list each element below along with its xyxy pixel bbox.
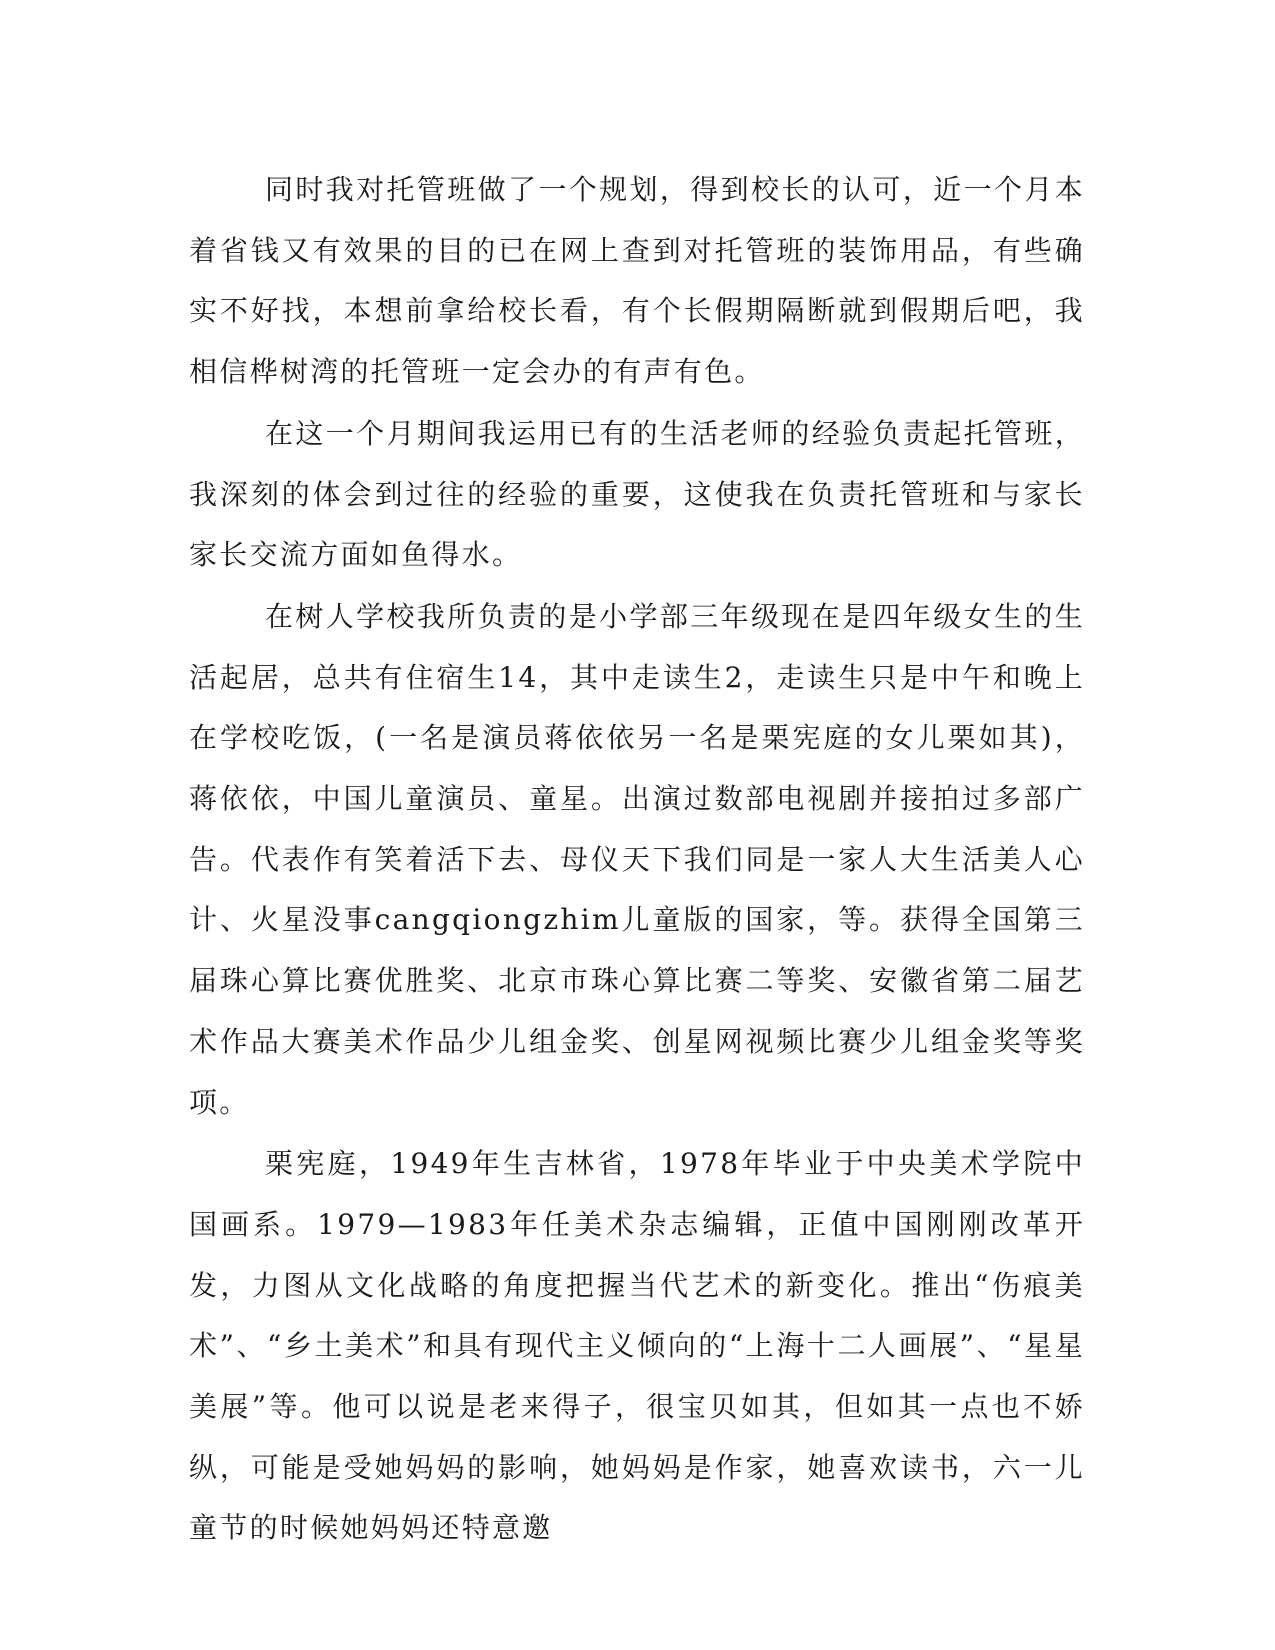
paragraph-4: 栗宪庭，1949年生吉林省，1978年毕业于中央美术学院中国画系。1979—1983年任美术杂志编辑，正值中国刚刚改革开发，力图从文化战略的角度把握当代艺术的新变化。推出“伤痕美术”、“乡土美术”和具有现代主义倾向的“上海十二人画展”、“星星美展”等。他可以说是老来得子，很宝贝如其，但如其一点也不娇纵，可能是受她妈妈的影响，她妈妈是作家，她喜欢读书，六一儿童节的时候她妈妈还特意邀 xyxy=(189,1147,1085,1545)
paragraph-3: 在树人学校我所负责的是小学部三年级现在是四年级女生的生活起居，总共有住宿生14，其中走读生2，走读生只是中午和晚上在学校吃饭，(一名是演员蒋依依另一名是栗宪庭的女儿栗如其)，蒋依依，中国儿童演员、童星。出演过数部电视剧并接拍过多部广告。代表作有笑着活下去、母仪天下我们同是一家人大生活美人心计、火星没事cangqiongzhim儿童版的国家，等。获得全国第三届珠心算比赛优胜奖、北京市珠心算比赛二等奖、安徽省第二届艺术作品大赛美术作品少儿组金奖、创星网视频比赛少儿组金奖等奖项。 xyxy=(189,599,1085,1119)
document-body xyxy=(189,160,1085,1560)
paragraph-2: 在这一个月期间我运用已有的生活老师的经验负责起托管班，我深刻的体会到过往的经验的重要，这使我在负责托管班和与家长家长交流方面如鱼得水。 xyxy=(189,416,1085,572)
paragraph-1: 同时我对托管班做了一个规划，得到校长的认可，近一个月本着省钱又有效果的目的已在网上查到对托管班的装饰用品，有些确实不好找，本想前拿给校长看，有个长假期隔断就到假期后吧，我相信桦树湾的托管班一定会办的有声有色。 xyxy=(189,173,1085,389)
